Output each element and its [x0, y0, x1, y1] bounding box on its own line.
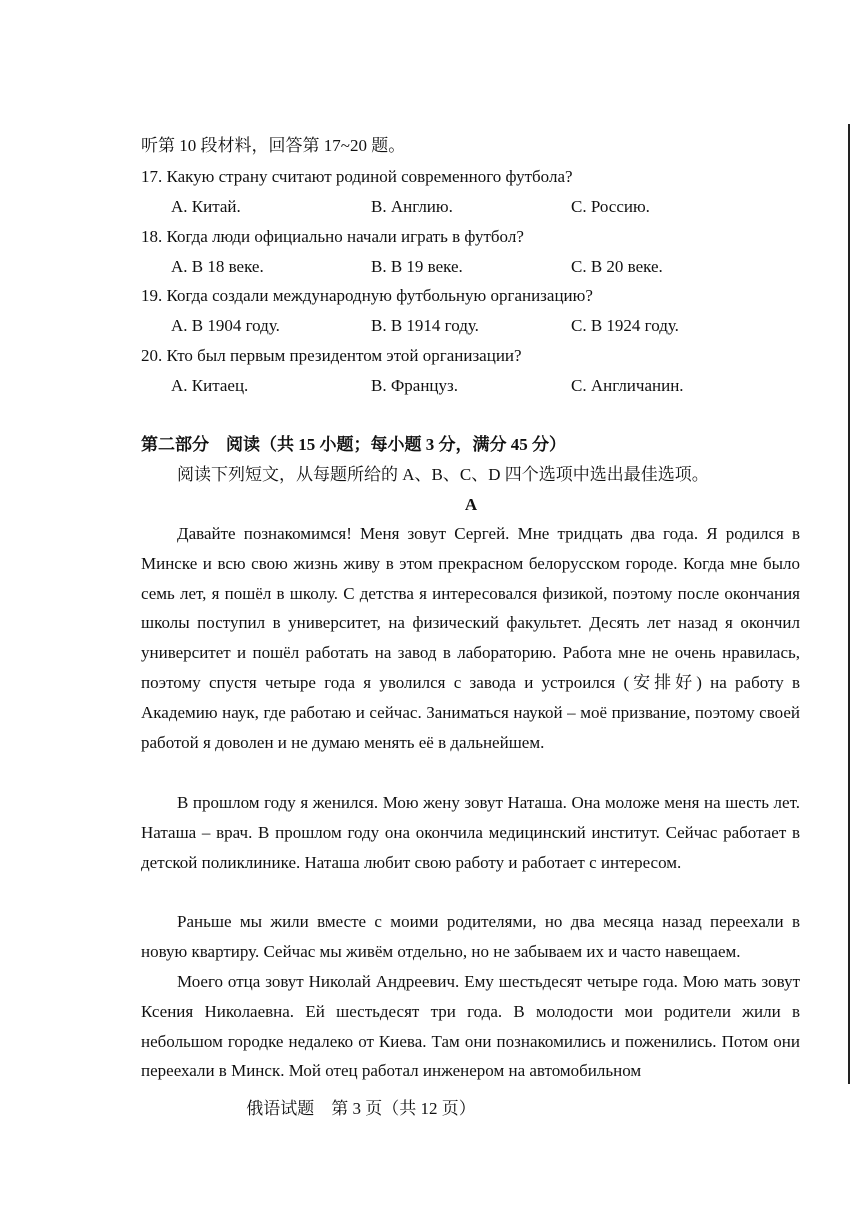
question-18-option-b: B. В 19 веке.	[371, 257, 463, 276]
question-20-option-a: A. Китаец.	[171, 376, 249, 395]
question-20: 20. Кто был первым президентом этой организации?	[141, 346, 522, 365]
question-17: 17. Какую страну считают родиной современного футбола?	[141, 167, 573, 186]
question-19-option-a: A. В 1904 году.	[171, 316, 280, 335]
page-edge-line	[848, 124, 850, 1084]
passage-paragraph-2: В прошлом году я женился. Мою жену зовут Наташа. Она моложе меня на шесть лет. Наташа – врач. В прошлом году она окончила медицинский институт. Сейчас работает в детской поликлинике. Наташа любит свою работу и работает с интересом.	[141, 793, 800, 872]
passage-paragraph-4: Моего отца зовут Николай Андреевич. Ему шестьдесят четыре года. Мою мать зовут Ксения Николаевна. Ей шестьдесят три года. В молодости мои родители жили в небольшом городке недалеко от Киева. Там они познакомились и поженились. Потом они переехали в Минск. Мой отец работал инженером на автомобильном	[141, 972, 800, 1081]
question-18: 18. Когда люди официально начали играть в футбол?	[141, 227, 524, 246]
question-18-option-c: C. В 20 веке.	[571, 257, 663, 276]
question-17-option-b: B. Англию.	[371, 197, 453, 216]
passage-paragraph-1: Давайте познакомимся! Меня зовут Сергей. Мне тридцать два года. Я родился в Минске и всю свою жизнь живу в этом прекрасном белорусском городе. Когда мне было семь лет, я пошёл в школу. С детства я интересовался физикой, поэтому после окончания школы поступил в университет, на физический факультет. Десять лет назад я окончил университет и пошёл работать на завод в лабораторию. Работа мне не очень нравилась, поэтому спустя четыре года я уволился с завода и устроился (安排好) на работу в Академию наук, где работаю и сейчас. Заниматься наукой – моё призвание, поэтому своей работой я доволен и не думаю менять её в дальнейшем.	[141, 524, 800, 752]
listening-instruction: 听第 10 段材料，回答第 17~20 题。	[141, 136, 406, 155]
question-17-option-a: A. Китай.	[171, 197, 241, 216]
reading-section-title: 第二部分 阅读（共 15 小题；每小题 3 分，满分 45 分）	[141, 435, 566, 454]
passage-label: A	[464, 495, 478, 514]
question-20-option-c: C. Англичанин.	[571, 376, 684, 395]
question-18-option-a: A. В 18 веке.	[171, 257, 264, 276]
passage-paragraph-3: Раньше мы жили вместе с моими родителями, но два месяца назад переехали в новую квартиру. Сейчас мы живём отдельно, но не забываем их и часто навещаем.	[141, 912, 800, 961]
question-20-option-b: B. Француз.	[371, 376, 458, 395]
question-17-option-c: C. Россию.	[571, 197, 650, 216]
question-19-option-b: B. В 1914 году.	[371, 316, 479, 335]
question-19-option-c: C. В 1924 году.	[571, 316, 679, 335]
page-footer: 俄语试题 第 3 页（共 12 页）	[246, 1099, 476, 1118]
question-19: 19. Когда создали международную футбольную организацию?	[141, 286, 593, 305]
reading-instruction: 阅读下列短文，从每题所给的 A、B、C、D 四个选项中选出最佳选项。	[177, 465, 709, 484]
